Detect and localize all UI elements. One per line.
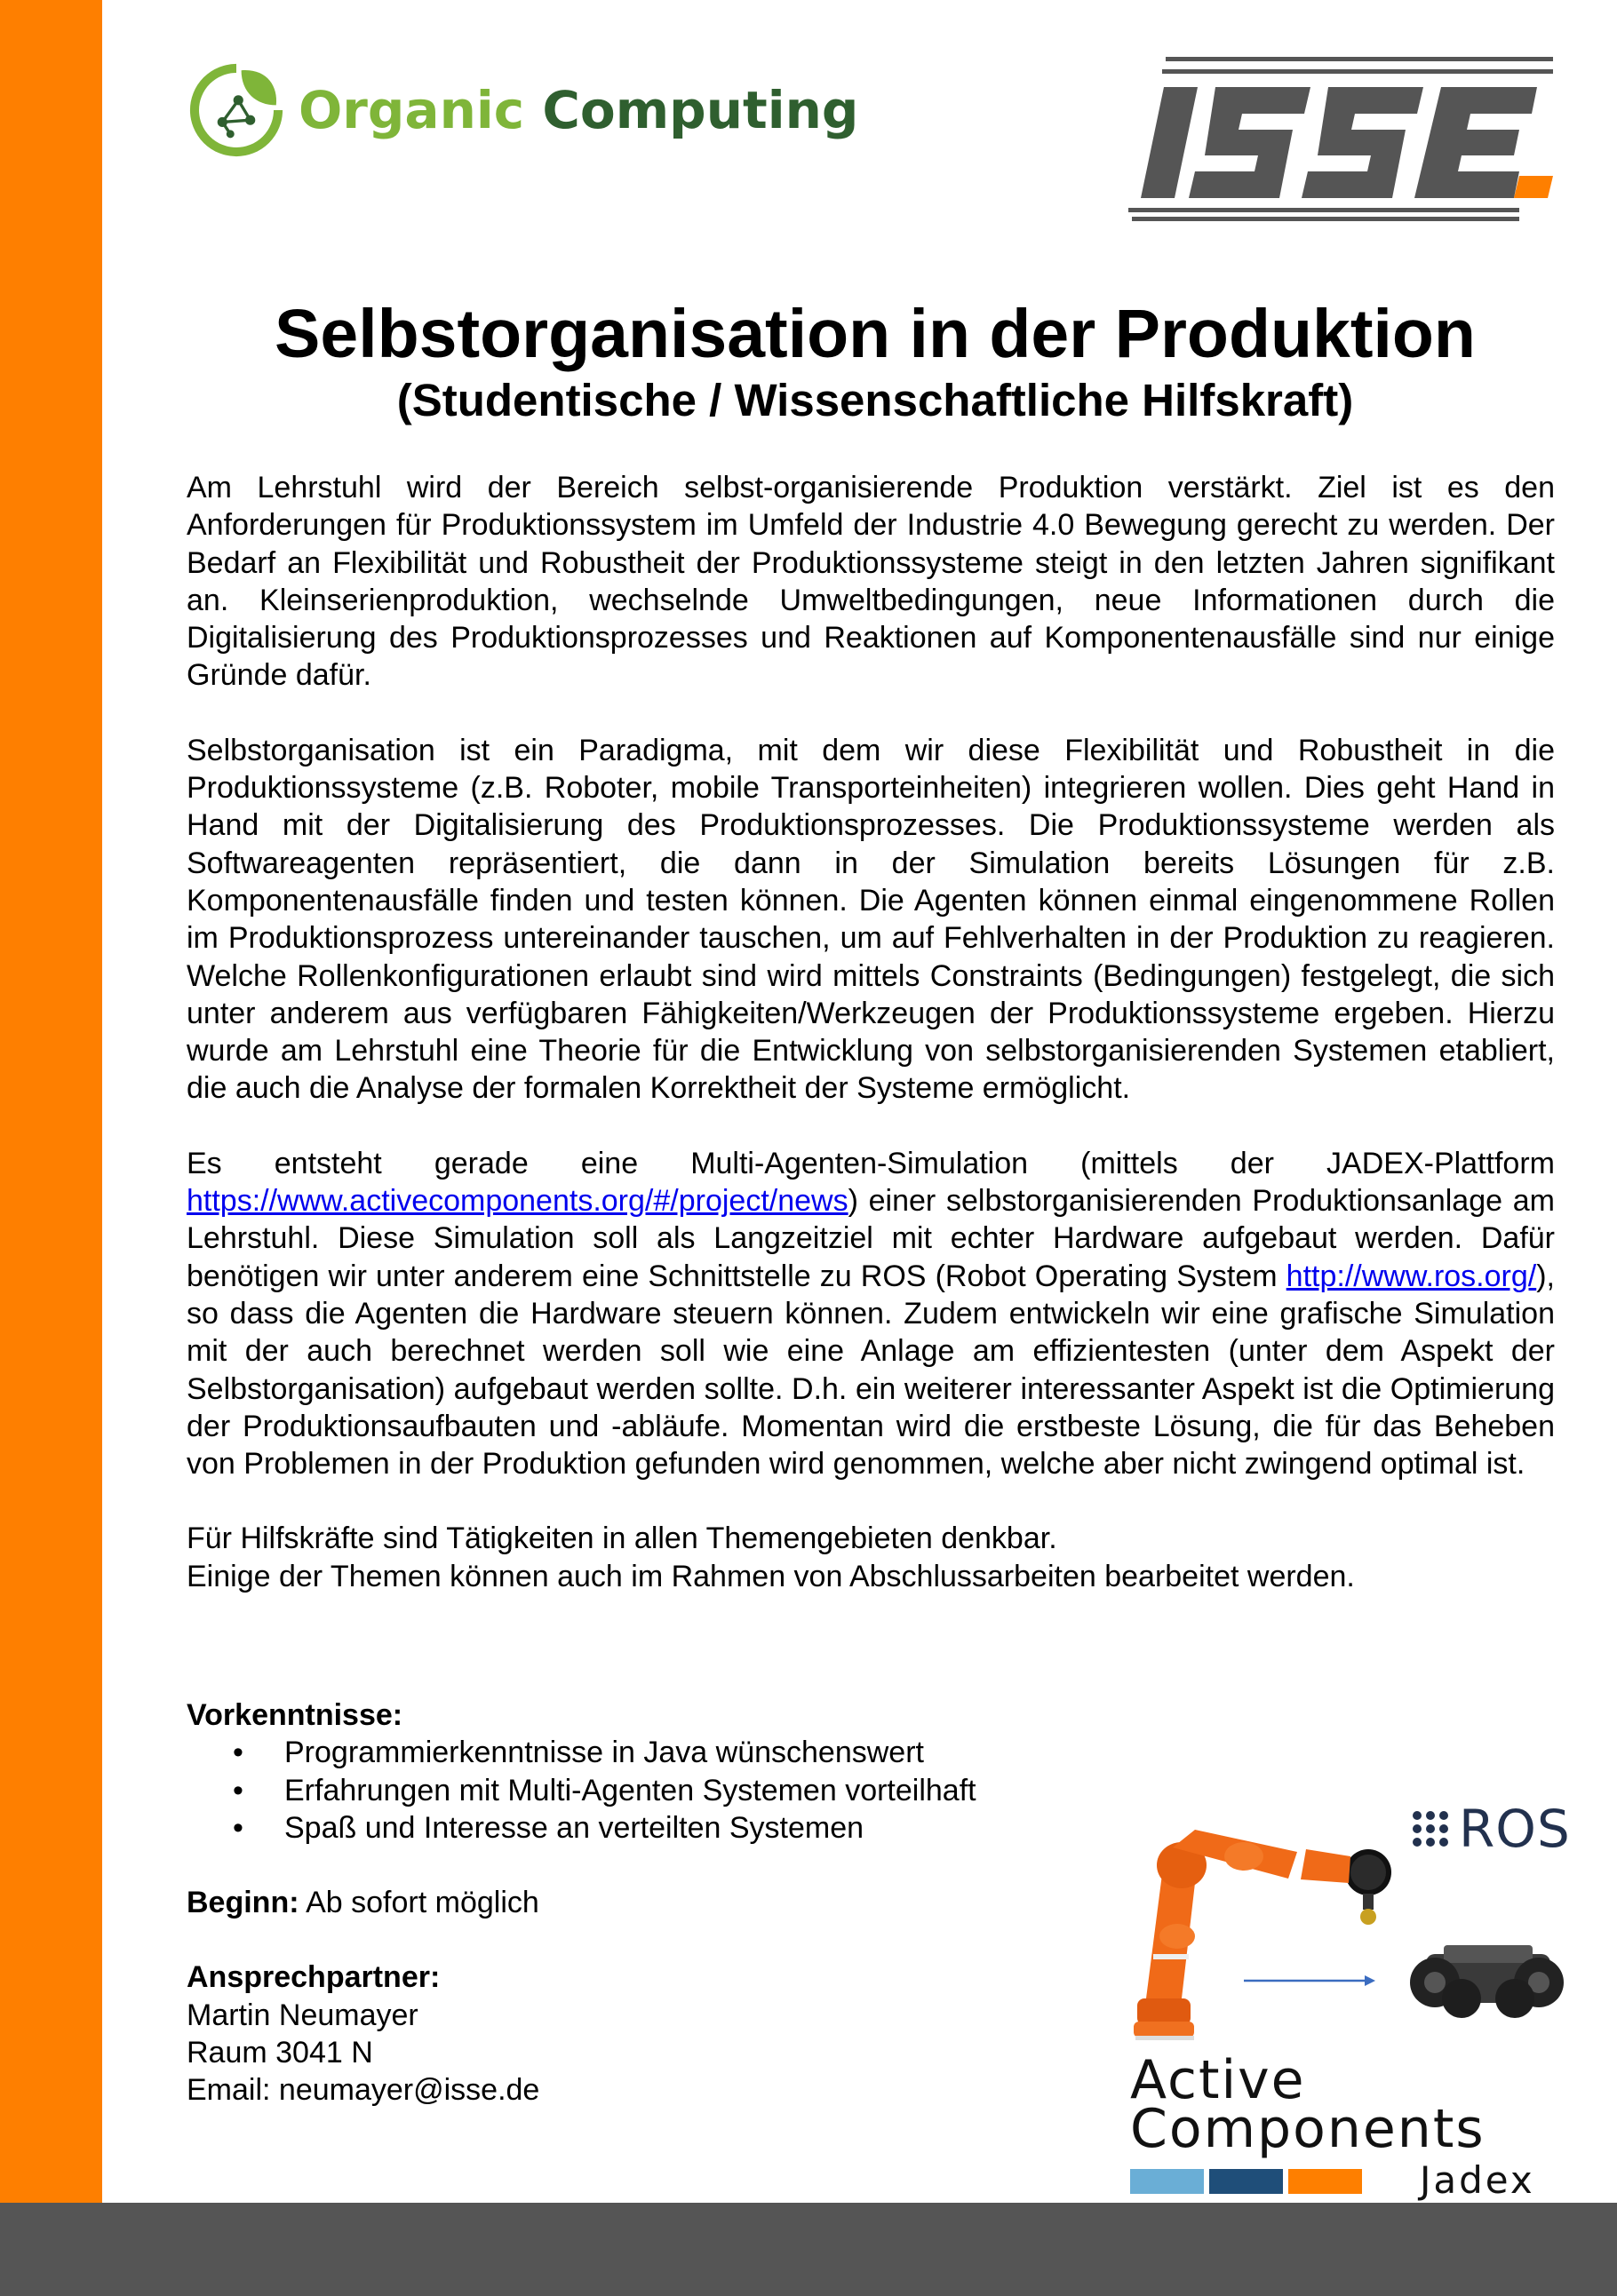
paragraph-simulation-part2: ) einer selbstorganisierenden Produktionsanlage am Lehrstuhl. Diese Simulation soll als Langzeitziel mit echter Hardware aufgebaut werden. Dafür benötigen wir unter anderem eine Schnittstelle zu ROS (Robot Operating System — [187, 1184, 1555, 1293]
details-section — [187, 1696, 1119, 2109]
ros-dots-icon — [1413, 1811, 1448, 1847]
contact-room: Raum 3041 N — [187, 2036, 373, 2070]
prerequisites-heading: Vorkenntnisse: — [187, 1698, 403, 1732]
organic-computing-leaf-icon — [187, 60, 286, 160]
contact-name: Martin Neumayer — [187, 1998, 418, 2032]
page-subtitle: (Studentische / Wissenschaftliche Hilfskraft) — [396, 375, 1354, 425]
paragraph-intro: Am Lehrstuhl wird der Bereich selbst-organisierende Produktion verstärkt. Ziel ist es den Anforderungen für Produktionssystem im Umfeld der Industrie 4.0 Bewegung gerecht zu werden. Der Bedarf an Flexibilität und Robustheit der Produktionssysteme steigt in den letzten Jahren signifikant an. Kleinserienproduktion, wechselnde Umweltbedingungen, neue Informationen durch die Digitalisierung des Produktionsprozesses und Reaktionen auf Komponentenausfälle sind nur einige Gründe dafür. — [187, 471, 1555, 693]
paragraph-simulation-part1: Es entsteht gerade eine Multi-Agenten-Simulation (mittels der JADEX-Plattform — [187, 1146, 1555, 1180]
isse-logo — [1128, 52, 1557, 229]
page-title: Selbstorganisation in der Produktion — [275, 296, 1476, 372]
active-components-stripes — [1130, 2169, 1367, 2194]
assistants-line2: Einige der Themen können auch im Rahmen von Abschlussarbeiten bearbeitet werden. — [187, 1559, 1355, 1593]
contact-heading: Ansprechpartner: — [187, 1960, 441, 1995]
contact-email: Email: neumayer@isse.de — [187, 2073, 540, 2108]
paragraph-self-organisation: Selbstorganisation ist ein Paradigma, mit dem wir diese Flexibilität und Robustheit in die Produktionssysteme (z.B. Roboter, mobile Transporteinheiten) integrieren wollen. Dies geht Hand in Hand mit der Digitalisierung des Produktionsprozesses. Die Produktionssysteme werden als Softwareagenten repräsentiert, die dann in der Simulation bereits Lösungen für z.B. Komponentenausfälle finden und testen können. Die Agenten können einmal eingenommene Rollen im Produktionsprozess untereinander tauschen, um auf Fehlverhalten in der Produktion zu reagieren. Welche Rollenkonfigurationen erlaubt sind wird mittels Constraints (Bedingungen) festgelegt, die sich unter anderem aus verfügbaren Fähigkeiten/Werkzeugen der Produktionssysteme ergeben. Hierzu wurde am Lehrstuhl eine Theorie für die Entwicklung von selbstorganisierenden Systemen etabliert, die auch die Analyse der formalen Korrektheit der Systeme ermöglicht. — [187, 733, 1555, 1106]
jadex-link[interactable]: https://www.activecomponents.org/#/project/news — [187, 1184, 848, 1219]
start-label: Beginn: — [187, 1886, 299, 1920]
paragraph-simulation — [187, 1145, 1555, 1483]
active-components-word2: Components — [1130, 2098, 1486, 2160]
stripe-orange — [1288, 2169, 1362, 2194]
footer-bar — [0, 2203, 1617, 2296]
organic-computing-wordmark — [299, 80, 858, 140]
orange-side-bar — [0, 0, 102, 2203]
stripe-dark-blue — [1209, 2169, 1283, 2194]
organic-computing-logo — [187, 60, 858, 160]
stripe-light-blue — [1130, 2169, 1204, 2194]
list-item: • Spaß und Interesse an verteilten Systemen — [187, 1809, 1119, 1847]
organic-word: Organic — [299, 80, 525, 140]
body-text — [187, 469, 1555, 1633]
assistants-line1: Für Hilfskräfte sind Tätigkeiten in allen Themengebieten denkbar. — [187, 1521, 1057, 1556]
ros-wordmark: ROS — [1459, 1799, 1571, 1859]
list-item: • Programmierkenntnisse in Java wünschenswert — [187, 1734, 1119, 1771]
jadex-wordmark: Jadex — [1420, 2158, 1535, 2202]
ros-link[interactable]: http://www.ros.org/ — [1286, 1259, 1537, 1293]
paragraph-simulation-part3: ), so dass die Agenten die Hardware steuern können. Zudem entwickeln wir eine grafische Simulation mit der auch berechnet werden soll wie eine Anlage am effizientesten (unter dem Aspekt der Selbstorganisation) aufgebaut werden sollte. D.h. ein weiterer interessanter Aspekt ist die Optimierung der Produktionsaufbauten und -abläufe. Momentan wird die erstbeste Lösung, die für das Beheben von Problemen in der Produktion gefunden wird genommen, welche aber nicht zwingend optimal ist. — [187, 1259, 1555, 1482]
ros-logo — [1413, 1799, 1571, 1859]
start-value: Ab sofort möglich — [299, 1886, 539, 1920]
list-item: • Erfahrungen mit Multi-Agenten Systemen vorteilhaft — [187, 1772, 1119, 1809]
start-line — [187, 1884, 1119, 1921]
paragraph-assistants — [187, 1520, 1555, 1595]
computing-word: Computing — [542, 80, 859, 140]
prerequisites-list — [187, 1734, 1119, 1847]
active-components-word1: Active — [1130, 2049, 1306, 2111]
